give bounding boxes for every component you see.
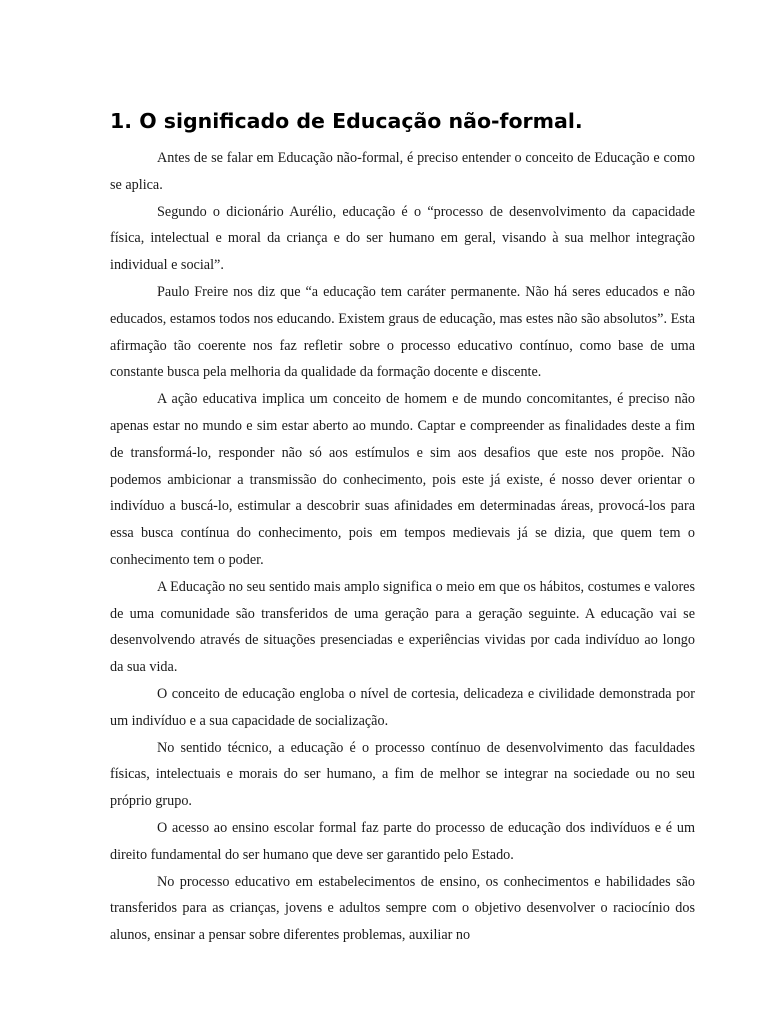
paragraph-4: A ação educativa implica um conceito de homem e de mundo concomitantes, é preciso não apenas estar no mundo e sim estar aberto ao mundo. Captar e compreender as finalidades deste a fim de transformá-lo, responder não só aos estímulos e sim aos desafios que este nos propõe. Não podemos ambicionar a transmissão do conhecimento, pois este já existe, é nosso dever orientar o indivíduo a buscá-lo, estimular a descobrir suas afinidades em determinadas áreas, provocá-los para essa busca contínua do conhecimento, pois em tempos medievais já se dizia, que quem tem o conhecimento tem o poder. — [110, 391, 695, 568]
paragraph-3: Paulo Freire nos diz que “a educação tem caráter permanente. Não há seres educados e não educados, estamos todos nos educando. Existem graus de educação, mas estes não são absolutos”. Esta afirmação tão coerente nos faz refletir sobre o processo educativo contínuo, como base de uma constante busca pela melhoria da qualidade da formação docente e discente. — [110, 283, 695, 381]
paragraph-5: A Educação no seu sentido mais amplo significa o meio em que os hábitos, costumes e valores de uma comunidade são transferidos de uma geração para a geração seguinte. A educação vai se desenvolvendo através de situações presenciadas e experiências vividas por cada indivíduo ao longo da sua vida. — [110, 578, 695, 676]
paragraph-9: No processo educativo em estabelecimentos de ensino, os conhecimentos e habilidades são transferidos para as crianças, jovens e adultos sempre com o objetivo desenvolver o raciocínio dos alunos, ensinar a pensar sobre diferentes problemas, auxiliar no — [110, 873, 695, 944]
paragraph-7: No sentido técnico, a educação é o processo contínuo de desenvolvimento das faculdades físicas, intelectuais e morais do ser humano, a fim de melhor se integrar na sociedade ou no seu próprio grupo. — [110, 739, 695, 810]
paragraph-2: Segundo o dicionário Aurélio, educação é o “processo de desenvolvimento da capacidade física, intelectual e moral da criança e do ser humano em geral, visando à sua melhor integração individual e social”. — [110, 203, 695, 274]
paragraph-1: Antes de se falar em Educação não-formal, é preciso entender o conceito de Educação e como se aplica. — [110, 150, 695, 193]
paragraph-8: O acesso ao ensino escolar formal faz parte do processo de educação dos indivíduos e é um direito fundamental do ser humano que deve ser garantido pelo Estado. — [110, 819, 695, 863]
document-body — [110, 106, 695, 949]
paragraph-6: O conceito de educação engloba o nível de cortesia, delicadeza e civilidade demonstrada por um indivíduo e a sua capacidade de socialização. — [110, 685, 695, 729]
document-title: 1. O significado de Educação não-formal. — [110, 109, 583, 133]
